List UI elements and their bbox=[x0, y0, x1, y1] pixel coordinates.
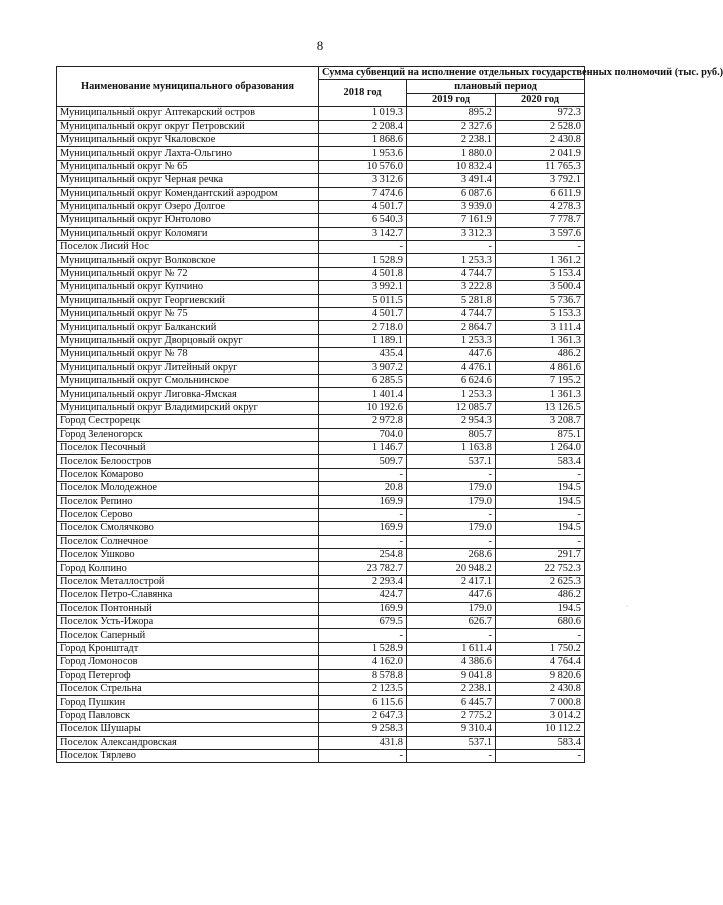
amount-2018-cell: - bbox=[319, 241, 407, 254]
amount-2019-cell: 2 864.7 bbox=[407, 321, 496, 334]
municipality-name-cell: Муниципальный округ Коломяги bbox=[57, 227, 319, 240]
amount-2020-cell: 2 430.8 bbox=[496, 682, 585, 695]
amount-2018-cell: 1 401.4 bbox=[319, 388, 407, 401]
amount-2020-cell: - bbox=[496, 629, 585, 642]
municipality-name-cell: Муниципальный округ Владимирский округ bbox=[57, 401, 319, 414]
municipality-name-cell: Муниципальный округ Лиговка-Ямская bbox=[57, 388, 319, 401]
subsidy-group-header: Сумма субвенций на исполнение отдельных государственных полномочий (тыс. руб.) bbox=[319, 67, 585, 80]
table-row bbox=[57, 267, 585, 280]
table-row bbox=[57, 709, 585, 722]
table-row bbox=[57, 334, 585, 347]
amount-2018-cell: 169.9 bbox=[319, 522, 407, 535]
municipality-name-cell: Поселок Белоостров bbox=[57, 455, 319, 468]
amount-2018-cell: - bbox=[319, 749, 407, 762]
municipality-name-cell: Муниципальный округ Балканский bbox=[57, 321, 319, 334]
municipality-name-cell: Город Пушкин bbox=[57, 696, 319, 709]
amount-2020-cell: 3 208.7 bbox=[496, 415, 585, 428]
amount-2018-cell: - bbox=[319, 508, 407, 521]
municipality-name-cell: Поселок Саперный bbox=[57, 629, 319, 642]
table-row bbox=[57, 187, 585, 200]
municipality-name-cell: Поселок Шушары bbox=[57, 723, 319, 736]
table-row bbox=[57, 616, 585, 629]
amount-2018-cell: 10 192.6 bbox=[319, 401, 407, 414]
amount-2020-cell: 875.1 bbox=[496, 428, 585, 441]
table-row bbox=[57, 562, 585, 575]
table-row bbox=[57, 321, 585, 334]
amount-2019-cell: - bbox=[407, 749, 496, 762]
amount-2018-cell: 1 189.1 bbox=[319, 334, 407, 347]
amount-2018-cell: 6 285.5 bbox=[319, 374, 407, 387]
amount-2020-cell: 486.2 bbox=[496, 348, 585, 361]
amount-2018-cell: 5 011.5 bbox=[319, 294, 407, 307]
amount-2020-cell: 10 112.2 bbox=[496, 723, 585, 736]
amount-2020-cell: 291.7 bbox=[496, 549, 585, 562]
table-row bbox=[57, 214, 585, 227]
amount-2019-cell: 447.6 bbox=[407, 589, 496, 602]
table-row bbox=[57, 281, 585, 294]
amount-2018-cell: 704.0 bbox=[319, 428, 407, 441]
amount-2019-cell: 1 880.0 bbox=[407, 147, 496, 160]
amount-2020-cell: 4 764.4 bbox=[496, 656, 585, 669]
amount-2018-cell: 2 972.8 bbox=[319, 415, 407, 428]
amount-2018-cell: 169.9 bbox=[319, 495, 407, 508]
municipality-name-cell: Муниципальный округ Комендантский аэродром bbox=[57, 187, 319, 200]
amount-2020-cell: 2 430.8 bbox=[496, 133, 585, 146]
municipality-name-cell: Город Сестрорецк bbox=[57, 415, 319, 428]
table-row bbox=[57, 441, 585, 454]
amount-2020-cell: 3 500.4 bbox=[496, 281, 585, 294]
municipality-name-cell: Муниципальный округ Дворцовый округ bbox=[57, 334, 319, 347]
table-row bbox=[57, 227, 585, 240]
municipality-name-cell: Город Зеленогорск bbox=[57, 428, 319, 441]
amount-2019-cell: 20 948.2 bbox=[407, 562, 496, 575]
municipality-name-cell: Поселок Петро-Славянка bbox=[57, 589, 319, 602]
amount-2020-cell: 194.5 bbox=[496, 522, 585, 535]
table-row bbox=[57, 589, 585, 602]
amount-2019-cell: 268.6 bbox=[407, 549, 496, 562]
amount-2019-cell: 2 238.1 bbox=[407, 682, 496, 695]
amount-2019-cell: 6 087.6 bbox=[407, 187, 496, 200]
amount-2018-cell: 1 146.7 bbox=[319, 441, 407, 454]
amount-2020-cell: 1 361.3 bbox=[496, 334, 585, 347]
amount-2020-cell: 4 278.3 bbox=[496, 200, 585, 213]
amount-2020-cell: 3 597.6 bbox=[496, 227, 585, 240]
table-body bbox=[57, 107, 585, 763]
amount-2019-cell: 2 327.6 bbox=[407, 120, 496, 133]
amount-2019-cell: 4 476.1 bbox=[407, 361, 496, 374]
amount-2018-cell: 254.8 bbox=[319, 549, 407, 562]
municipality-name-cell: Город Кронштадт bbox=[57, 642, 319, 655]
amount-2020-cell: 9 820.6 bbox=[496, 669, 585, 682]
amount-2020-cell: 11 765.3 bbox=[496, 160, 585, 173]
municipality-name-cell: Поселок Смолячково bbox=[57, 522, 319, 535]
municipality-name-cell: Муниципальный округ Озеро Долгое bbox=[57, 200, 319, 213]
amount-2020-cell: - bbox=[496, 535, 585, 548]
planned-period-header: плановый период bbox=[407, 80, 585, 93]
municipality-name-cell: Поселок Репино bbox=[57, 495, 319, 508]
amount-2020-cell: 194.5 bbox=[496, 495, 585, 508]
municipality-name-cell: Город Павловск bbox=[57, 709, 319, 722]
amount-2020-cell: 1 750.2 bbox=[496, 642, 585, 655]
municipality-name-cell: Муниципальный округ Литейный округ bbox=[57, 361, 319, 374]
amount-2018-cell: 509.7 bbox=[319, 455, 407, 468]
municipality-name-cell: Муниципальный округ Юнтолово bbox=[57, 214, 319, 227]
amount-2020-cell: 3 014.2 bbox=[496, 709, 585, 722]
amount-2018-cell: 679.5 bbox=[319, 616, 407, 629]
amount-2018-cell: 3 992.1 bbox=[319, 281, 407, 294]
table-row bbox=[57, 482, 585, 495]
amount-2019-cell: 447.6 bbox=[407, 348, 496, 361]
municipality-name-cell: Муниципальный округ № 78 bbox=[57, 348, 319, 361]
amount-2019-cell: 179.0 bbox=[407, 602, 496, 615]
amount-2018-cell: - bbox=[319, 468, 407, 481]
amount-2020-cell: 194.5 bbox=[496, 482, 585, 495]
amount-2019-cell: 805.7 bbox=[407, 428, 496, 441]
amount-2019-cell: 179.0 bbox=[407, 482, 496, 495]
scan-mark: · bbox=[626, 604, 628, 610]
municipality-name-cell: Поселок Усть-Ижора bbox=[57, 616, 319, 629]
table-row bbox=[57, 120, 585, 133]
table-row bbox=[57, 200, 585, 213]
table-row bbox=[57, 133, 585, 146]
amount-2019-cell: 179.0 bbox=[407, 522, 496, 535]
amount-2019-cell: - bbox=[407, 468, 496, 481]
amount-2018-cell: 23 782.7 bbox=[319, 562, 407, 575]
amount-2018-cell: 10 576.0 bbox=[319, 160, 407, 173]
amount-2020-cell: 7 195.2 bbox=[496, 374, 585, 387]
table-header bbox=[57, 67, 723, 107]
table-row bbox=[57, 468, 585, 481]
year-2020-header: 2020 год bbox=[496, 93, 585, 106]
amount-2020-cell: 2 041.9 bbox=[496, 147, 585, 160]
amount-2019-cell: 4 386.6 bbox=[407, 656, 496, 669]
amount-2018-cell: 4 162.0 bbox=[319, 656, 407, 669]
page-number: 8 bbox=[316, 38, 324, 53]
table-row bbox=[57, 174, 585, 187]
amount-2019-cell: 3 491.4 bbox=[407, 174, 496, 187]
amount-2019-cell: 6 624.6 bbox=[407, 374, 496, 387]
amount-2018-cell: 9 258.3 bbox=[319, 723, 407, 736]
municipality-name-cell: Поселок Песочный bbox=[57, 441, 319, 454]
municipality-name-cell: Поселок Стрельна bbox=[57, 682, 319, 695]
subsidy-table bbox=[56, 66, 723, 763]
municipality-name-cell: Поселок Молодежное bbox=[57, 482, 319, 495]
amount-2019-cell: 7 161.9 bbox=[407, 214, 496, 227]
municipality-name-cell: Город Петергоф bbox=[57, 669, 319, 682]
amount-2018-cell: 7 474.6 bbox=[319, 187, 407, 200]
amount-2018-cell: - bbox=[319, 535, 407, 548]
amount-2019-cell: 9 041.8 bbox=[407, 669, 496, 682]
amount-2018-cell: 6 115.6 bbox=[319, 696, 407, 709]
amount-2019-cell: 9 310.4 bbox=[407, 723, 496, 736]
amount-2020-cell: 3 111.4 bbox=[496, 321, 585, 334]
amount-2019-cell: 537.1 bbox=[407, 736, 496, 749]
table-row bbox=[57, 160, 585, 173]
table-row bbox=[57, 428, 585, 441]
table-row bbox=[57, 602, 585, 615]
year-2018-header: 2018 год bbox=[319, 80, 407, 107]
table-row bbox=[57, 495, 585, 508]
municipality-name-cell: Муниципальный округ № 65 bbox=[57, 160, 319, 173]
amount-2020-cell: - bbox=[496, 508, 585, 521]
municipality-name-cell: Муниципальный округ Чкаловское bbox=[57, 133, 319, 146]
table-row bbox=[57, 642, 585, 655]
table-row bbox=[57, 723, 585, 736]
municipality-name-cell: Поселок Александровская bbox=[57, 736, 319, 749]
amount-2019-cell: 6 445.7 bbox=[407, 696, 496, 709]
amount-2019-cell: 2 238.1 bbox=[407, 133, 496, 146]
amount-2019-cell: 12 085.7 bbox=[407, 401, 496, 414]
municipality-name-cell: Поселок Лисий Нос bbox=[57, 241, 319, 254]
amount-2018-cell: 3 312.6 bbox=[319, 174, 407, 187]
table-row bbox=[57, 736, 585, 749]
amount-2020-cell: 486.2 bbox=[496, 589, 585, 602]
table-row bbox=[57, 535, 585, 548]
amount-2018-cell: 1 953.6 bbox=[319, 147, 407, 160]
table-row bbox=[57, 669, 585, 682]
municipality-name-cell: Муниципальный округ Смольнинское bbox=[57, 374, 319, 387]
amount-2018-cell: - bbox=[319, 629, 407, 642]
amount-2018-cell: 435.4 bbox=[319, 348, 407, 361]
amount-2018-cell: 2 123.5 bbox=[319, 682, 407, 695]
municipality-name-cell: Муниципальный округ Георгиевский bbox=[57, 294, 319, 307]
table-row bbox=[57, 254, 585, 267]
amount-2020-cell: 4 861.6 bbox=[496, 361, 585, 374]
amount-2020-cell: 5 153.4 bbox=[496, 267, 585, 280]
amount-2019-cell: - bbox=[407, 535, 496, 548]
table-row bbox=[57, 696, 585, 709]
municipality-name-cell: Муниципальный округ Черная речка bbox=[57, 174, 319, 187]
amount-2018-cell: 3 142.7 bbox=[319, 227, 407, 240]
table-row bbox=[57, 294, 585, 307]
amount-2019-cell: 4 744.7 bbox=[407, 267, 496, 280]
amount-2019-cell: 1 163.8 bbox=[407, 441, 496, 454]
amount-2019-cell: 3 222.8 bbox=[407, 281, 496, 294]
municipality-name-cell: Город Ломоносов bbox=[57, 656, 319, 669]
amount-2020-cell: 22 752.3 bbox=[496, 562, 585, 575]
table-row bbox=[57, 415, 585, 428]
amount-2020-cell: 583.4 bbox=[496, 455, 585, 468]
amount-2019-cell: 179.0 bbox=[407, 495, 496, 508]
amount-2019-cell: - bbox=[407, 241, 496, 254]
amount-2018-cell: 1 528.9 bbox=[319, 254, 407, 267]
amount-2019-cell: 895.2 bbox=[407, 107, 496, 120]
amount-2018-cell: 2 208.4 bbox=[319, 120, 407, 133]
amount-2018-cell: 431.8 bbox=[319, 736, 407, 749]
table-row bbox=[57, 549, 585, 562]
table-row bbox=[57, 308, 585, 321]
amount-2020-cell: 5 736.7 bbox=[496, 294, 585, 307]
amount-2020-cell: 3 792.1 bbox=[496, 174, 585, 187]
table-row bbox=[57, 388, 585, 401]
table-row bbox=[57, 522, 585, 535]
amount-2019-cell: 10 832.4 bbox=[407, 160, 496, 173]
amount-2020-cell: 13 126.5 bbox=[496, 401, 585, 414]
table-row bbox=[57, 575, 585, 588]
table-row bbox=[57, 374, 585, 387]
amount-2018-cell: 1 528.9 bbox=[319, 642, 407, 655]
amount-2019-cell: - bbox=[407, 629, 496, 642]
amount-2019-cell: 626.7 bbox=[407, 616, 496, 629]
amount-2019-cell: 1 253.3 bbox=[407, 254, 496, 267]
municipality-name-cell: Муниципальный округ № 75 bbox=[57, 308, 319, 321]
table-row bbox=[57, 656, 585, 669]
amount-2019-cell: 1 253.3 bbox=[407, 334, 496, 347]
amount-2018-cell: 1 868.6 bbox=[319, 133, 407, 146]
amount-2020-cell: 1 361.3 bbox=[496, 388, 585, 401]
table-row bbox=[57, 361, 585, 374]
amount-2019-cell: 1 253.3 bbox=[407, 388, 496, 401]
municipality-name-cell: Поселок Тярлево bbox=[57, 749, 319, 762]
municipality-name-cell: Поселок Понтонный bbox=[57, 602, 319, 615]
amount-2018-cell: 8 578.8 bbox=[319, 669, 407, 682]
amount-2020-cell: 1 361.2 bbox=[496, 254, 585, 267]
amount-2019-cell: 2 775.2 bbox=[407, 709, 496, 722]
municipality-name-cell: Поселок Ушково bbox=[57, 549, 319, 562]
table-row bbox=[57, 682, 585, 695]
amount-2020-cell: 5 153.3 bbox=[496, 308, 585, 321]
table-row bbox=[57, 629, 585, 642]
table-row bbox=[57, 348, 585, 361]
municipality-name-cell: Поселок Серово bbox=[57, 508, 319, 521]
municipality-name-cell: Город Колпино bbox=[57, 562, 319, 575]
amount-2018-cell: 4 501.7 bbox=[319, 308, 407, 321]
amount-2019-cell: 2 954.3 bbox=[407, 415, 496, 428]
amount-2018-cell: 424.7 bbox=[319, 589, 407, 602]
amount-2018-cell: 20.8 bbox=[319, 482, 407, 495]
amount-2020-cell: - bbox=[496, 468, 585, 481]
table-row bbox=[57, 508, 585, 521]
amount-2019-cell: - bbox=[407, 508, 496, 521]
municipality-name-cell: Муниципальный округ Волковское bbox=[57, 254, 319, 267]
amount-2018-cell: 4 501.7 bbox=[319, 200, 407, 213]
amount-2018-cell: 4 501.8 bbox=[319, 267, 407, 280]
year-2019-header: 2019 год bbox=[407, 93, 496, 106]
amount-2020-cell: - bbox=[496, 241, 585, 254]
amount-2020-cell: 583.4 bbox=[496, 736, 585, 749]
amount-2018-cell: 2 293.4 bbox=[319, 575, 407, 588]
amount-2020-cell: - bbox=[496, 749, 585, 762]
municipality-name-cell: Муниципальный округ Лахта-Ольгино bbox=[57, 147, 319, 160]
amount-2020-cell: 2 528.0 bbox=[496, 120, 585, 133]
amount-2018-cell: 6 540.3 bbox=[319, 214, 407, 227]
municipality-name-cell: Поселок Комарово bbox=[57, 468, 319, 481]
amount-2019-cell: 4 744.7 bbox=[407, 308, 496, 321]
municipality-name-cell: Поселок Солнечное bbox=[57, 535, 319, 548]
table-row bbox=[57, 241, 585, 254]
amount-2020-cell: 6 611.9 bbox=[496, 187, 585, 200]
amount-2018-cell: 2 647.3 bbox=[319, 709, 407, 722]
municipality-name-cell: Поселок Металлострой bbox=[57, 575, 319, 588]
amount-2019-cell: 1 611.4 bbox=[407, 642, 496, 655]
municipality-name-cell: Муниципальный округ Аптекарский остров bbox=[57, 107, 319, 120]
amount-2020-cell: 1 264.0 bbox=[496, 441, 585, 454]
amount-2019-cell: 537.1 bbox=[407, 455, 496, 468]
amount-2018-cell: 2 718.0 bbox=[319, 321, 407, 334]
amount-2020-cell: 7 778.7 bbox=[496, 214, 585, 227]
table-row bbox=[57, 107, 585, 120]
amount-2020-cell: 972.3 bbox=[496, 107, 585, 120]
amount-2018-cell: 3 907.2 bbox=[319, 361, 407, 374]
municipality-name-cell: Муниципальный округ № 72 bbox=[57, 267, 319, 280]
municipality-column-header: Наименование муниципального образования bbox=[57, 67, 319, 107]
amount-2020-cell: 7 000.8 bbox=[496, 696, 585, 709]
municipality-name-cell: Муниципальный округ округ Петровский bbox=[57, 120, 319, 133]
amount-2019-cell: 5 281.8 bbox=[407, 294, 496, 307]
amount-2020-cell: 2 625.3 bbox=[496, 575, 585, 588]
amount-2018-cell: 1 019.3 bbox=[319, 107, 407, 120]
municipality-name-cell: Муниципальный округ Купчино bbox=[57, 281, 319, 294]
table-row bbox=[57, 455, 585, 468]
table-row bbox=[57, 147, 585, 160]
amount-2018-cell: 169.9 bbox=[319, 602, 407, 615]
amount-2020-cell: 680.6 bbox=[496, 616, 585, 629]
amount-2020-cell: 194.5 bbox=[496, 602, 585, 615]
table-row bbox=[57, 401, 585, 414]
amount-2019-cell: 3 312.3 bbox=[407, 227, 496, 240]
amount-2019-cell: 2 417.1 bbox=[407, 575, 496, 588]
amount-2019-cell: 3 939.0 bbox=[407, 200, 496, 213]
table-row bbox=[57, 749, 585, 762]
